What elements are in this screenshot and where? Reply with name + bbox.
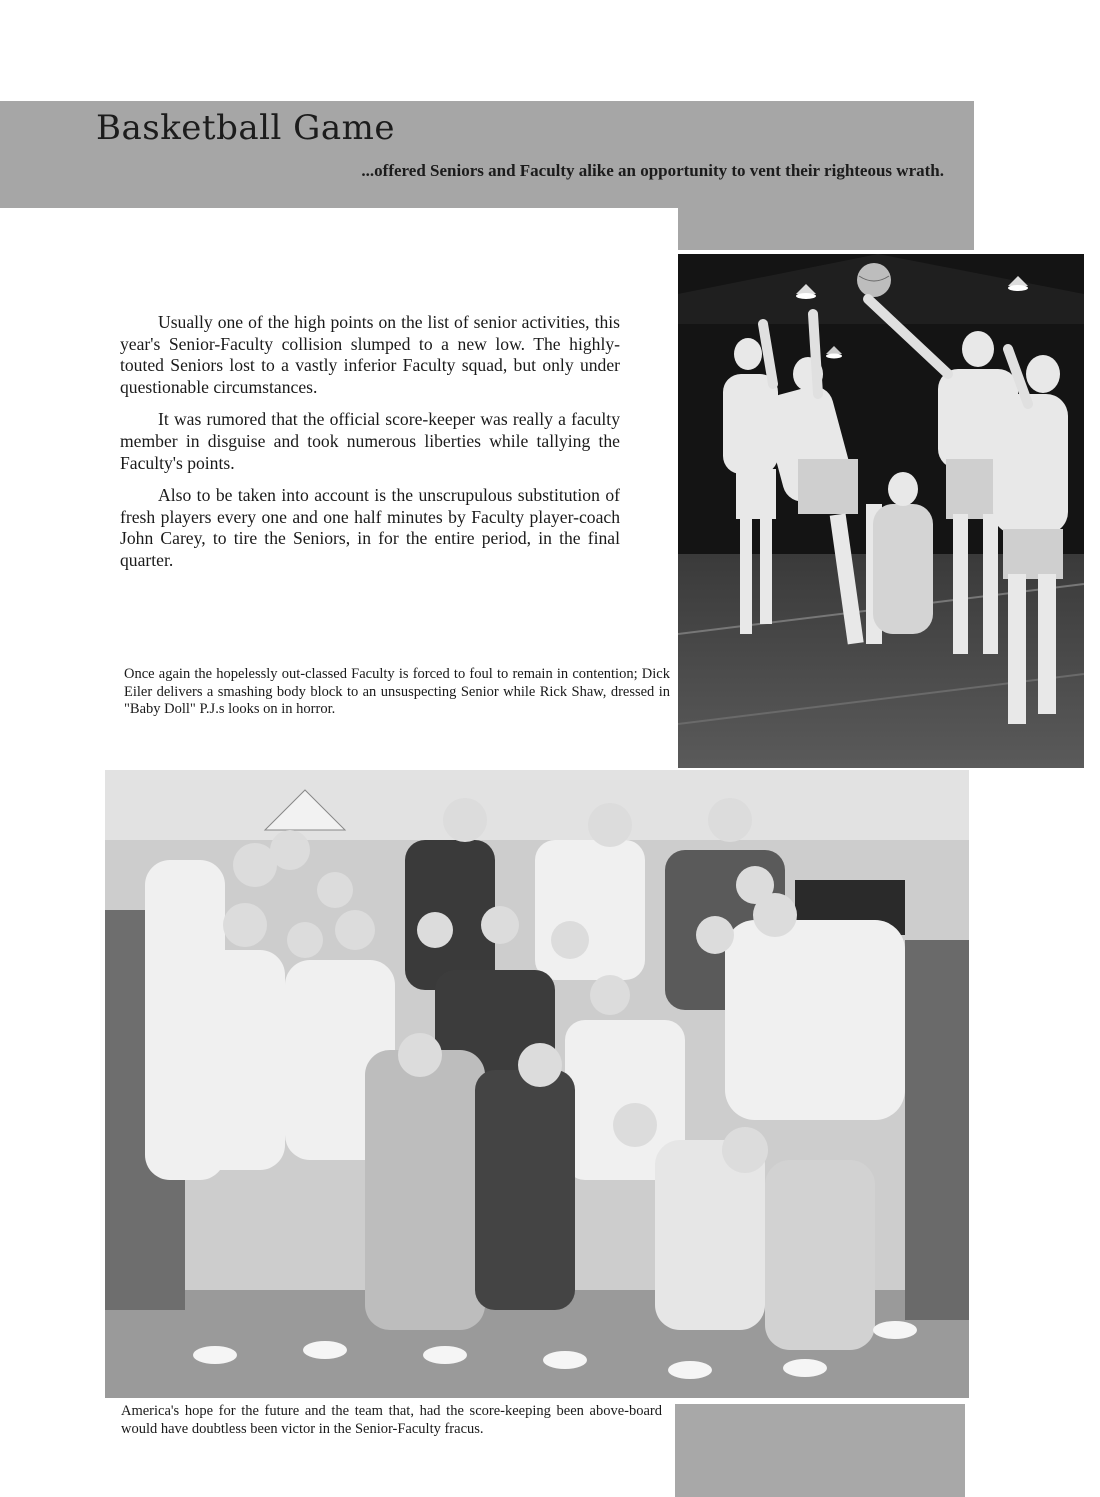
basketball-scene-image bbox=[678, 254, 1084, 768]
team-photo-caption: America's hope for the future and the team that, had the score-keeping been above-board would have doubtless been victor in the Senior-Faculty fracus. bbox=[121, 1403, 662, 1437]
game-photo-caption: Once again the hopelessly out-classed Faculty is forced to foul to remain in contention; Dick Eiler delivers a smashing body block to an unsuspecting Senior while Rick Shaw, dressed in "Baby Doll" P.J.s looks on in horror. bbox=[124, 666, 670, 718]
article-paragraph: Also to be taken into account is the unscrupulous substitution of fresh players every one and one half minutes by Faculty player-coach John Carey, to tire the Seniors, in for the entire period, in the final quarter. bbox=[120, 485, 620, 570]
page-title: Basketball Game bbox=[96, 108, 395, 148]
article-body bbox=[120, 312, 620, 583]
title-banner-tab bbox=[678, 208, 974, 250]
page-subtitle: ...offered Seniors and Faculty alike an opportunity to vent their righteous wrath. bbox=[361, 161, 944, 180]
basketball-game-photo bbox=[678, 254, 1084, 768]
footer-grey-block bbox=[675, 1404, 965, 1497]
article-paragraph: It was rumored that the official score-keeper was really a faculty member in disguise and took numerous liberties while tallying the Faculty's points. bbox=[120, 409, 620, 473]
team-group-photo bbox=[105, 770, 969, 1398]
article-paragraph: Usually one of the high points on the list of senior activities, this year's Senior-Faculty collision slumped to a new low. The highly-touted Seniors lost to a vastly inferior Faculty squad, but only under questionable circumstances. bbox=[120, 312, 620, 397]
team-group-image bbox=[105, 770, 969, 1398]
